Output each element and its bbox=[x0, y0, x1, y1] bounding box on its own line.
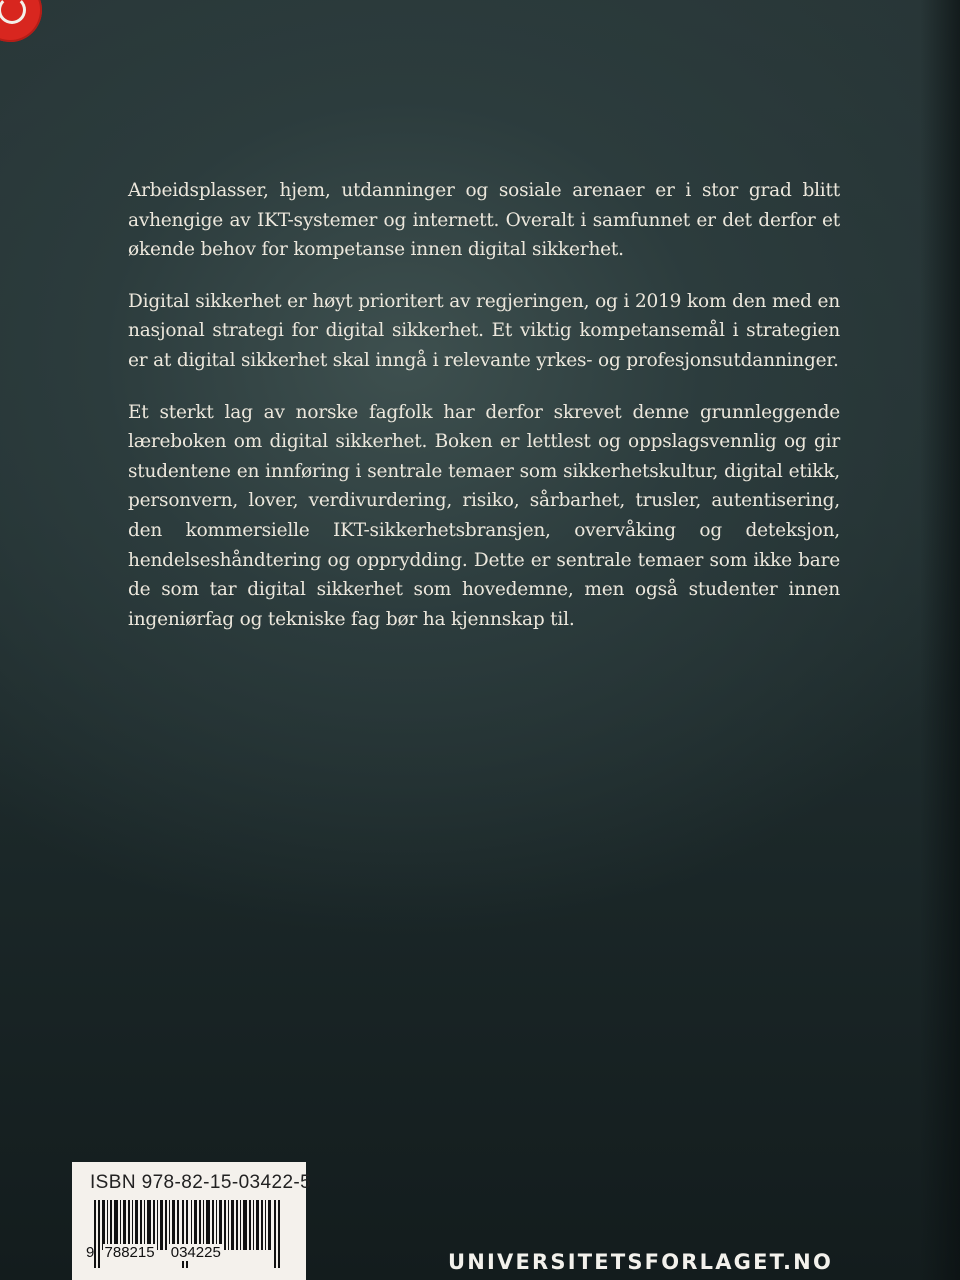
isbn-text: ISBN 978-82-15-03422-5 bbox=[90, 1172, 312, 1193]
blurb-paragraph-1: Arbeidsplasser, hjem, utdanninger og sosiale arenaer er i stor grad blitt avhengige av IKT-systemer og internett. Overalt i samfunnet er det derfor et økende behov for kompetanse innen digital sikkerhet. bbox=[128, 180, 840, 261]
barcode-digit-lead: 9 bbox=[86, 1244, 95, 1261]
blurb-paragraph-3: Et sterkt lag av norske fagfolk har derfor skrevet denne grunnleggende læreboken om digital sikkerhet. Boken er lettlest og oppslagsvennlig og gir studentene en innføring i sentrale temaer som sikkerhetskultur, digital etikk, personvern, lover, verdivurdering, risiko, sårbarhet, trusler, autentisering, den kommersielle IKT-sikkerhetsbransjen, overvåking og deteksjon, hendelseshåndtering og opprydding. Dette er sentrale temaer som ikke bare de som tar digital sikkerhet som hovedemne, men også studenter innen ingeniørfag og tekniske fag bør ha kjennskap til. bbox=[128, 401, 840, 630]
barcode-digit-group-1: 788215 bbox=[104, 1244, 155, 1261]
publisher-logo-icon bbox=[0, 0, 42, 42]
cover-edge-shadow bbox=[920, 0, 960, 1280]
publisher-url: UNIVERSITETSFORLAGET.NO bbox=[448, 1250, 833, 1274]
blurb-paragraph-2: Digital sikkerhet er høyt prioritert av regjeringen, og i 2019 kom den med en nasjonal strategi for digital sikkerhet. Et viktig kompetansemål i strategien er at digital sikkerhet skal inngå i relevante yrkes- og profesjonsutdanninger. bbox=[128, 290, 840, 371]
barcode-label bbox=[72, 1162, 312, 1280]
barcode-digits bbox=[86, 1244, 231, 1261]
barcode-digit-group-2: 034225 bbox=[170, 1244, 221, 1261]
blurb-text bbox=[128, 176, 840, 656]
